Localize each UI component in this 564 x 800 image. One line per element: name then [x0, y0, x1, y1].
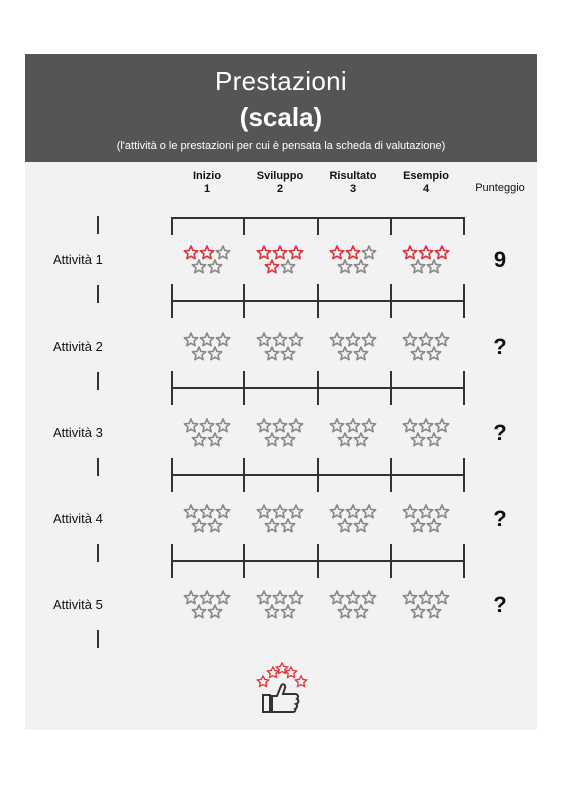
star-icon[interactable] — [184, 246, 197, 259]
star-icon[interactable] — [330, 505, 343, 518]
grid-vertical-divider — [463, 474, 465, 492]
star-icon[interactable] — [419, 333, 432, 346]
grid-vertical-divider — [171, 560, 173, 578]
star-icon[interactable] — [362, 505, 375, 518]
star-icon[interactable] — [289, 505, 302, 518]
row-score: ? — [493, 334, 507, 359]
grid-vertical-divider — [243, 284, 245, 302]
score-column-header: Punteggio — [475, 182, 525, 194]
icon-star — [295, 676, 306, 686]
star-icon[interactable] — [362, 333, 375, 346]
star-icon[interactable] — [200, 246, 213, 259]
grid-vertical-divider — [171, 387, 173, 405]
star-icon[interactable] — [208, 519, 221, 532]
star-icon[interactable] — [435, 333, 448, 346]
grid-vertical-divider — [463, 544, 465, 562]
star-icon[interactable] — [354, 433, 367, 446]
star-icon[interactable] — [192, 347, 205, 360]
column-header-risultato — [313, 170, 393, 196]
star-icon[interactable] — [273, 505, 286, 518]
star-icon[interactable] — [419, 505, 432, 518]
star-icon[interactable] — [265, 433, 278, 446]
star-icon[interactable] — [257, 246, 270, 259]
star-rating-esempio[interactable] — [402, 418, 474, 452]
column-header-name: Sviluppo — [256, 170, 304, 182]
column-header-esempio — [386, 170, 466, 196]
grid-vertical-divider — [243, 217, 245, 235]
star-icon[interactable] — [435, 591, 448, 604]
star-icon[interactable] — [419, 419, 432, 432]
star-icon[interactable] — [354, 347, 367, 360]
row-marker-line — [97, 544, 99, 562]
star-rating-esempio[interactable] — [402, 245, 474, 279]
row-label: Attività 5 — [53, 597, 103, 612]
star-icon[interactable] — [411, 433, 424, 446]
grid-vertical-divider — [317, 387, 319, 405]
star-icon[interactable] — [338, 433, 351, 446]
star-icon[interactable] — [289, 246, 302, 259]
star-icon[interactable] — [403, 505, 416, 518]
grid-vertical-divider — [243, 560, 245, 578]
grid-vertical-divider — [243, 371, 245, 389]
star-rating-risultato[interactable] — [329, 590, 401, 624]
grid-vertical-divider — [390, 284, 392, 302]
star-icon[interactable] — [427, 605, 440, 618]
grid-vertical-divider — [463, 217, 465, 235]
star-icon[interactable] — [216, 333, 229, 346]
column-header-name: Esempio — [403, 170, 449, 182]
star-icon[interactable] — [419, 246, 432, 259]
column-header-number: 4 — [422, 183, 430, 195]
row-label: Attività 2 — [53, 339, 103, 354]
icon-star — [285, 667, 296, 677]
star-icon[interactable] — [216, 591, 229, 604]
grid-vertical-divider — [243, 387, 245, 405]
star-icon[interactable] — [281, 260, 294, 273]
column-header-name: Risultato — [329, 170, 377, 182]
star-icon[interactable] — [338, 347, 351, 360]
star-icon[interactable] — [346, 333, 359, 346]
grid-vertical-divider — [463, 560, 465, 578]
row-label: Attività 4 — [53, 511, 103, 526]
star-rating-esempio[interactable] — [402, 332, 474, 366]
star-rating-inizio[interactable] — [183, 418, 255, 452]
row-score: ? — [493, 420, 507, 445]
star-icon[interactable] — [257, 505, 270, 518]
row-marker-line — [97, 458, 99, 476]
star-icon[interactable] — [419, 591, 432, 604]
star-icon[interactable] — [257, 333, 270, 346]
star-icon[interactable] — [289, 419, 302, 432]
star-rating-inizio[interactable] — [183, 332, 255, 366]
star-icon[interactable] — [265, 519, 278, 532]
grid-vertical-divider — [171, 544, 173, 562]
grid-vertical-divider — [390, 300, 392, 318]
star-rating-inizio[interactable] — [183, 504, 255, 538]
star-icon[interactable] — [208, 260, 221, 273]
star-icon[interactable] — [216, 505, 229, 518]
star-icon[interactable] — [184, 591, 197, 604]
grid-vertical-divider — [171, 474, 173, 492]
row-marker-line — [97, 630, 99, 648]
grid-vertical-divider — [317, 217, 319, 235]
grid-vertical-divider — [390, 217, 392, 235]
row-marker-line — [97, 285, 99, 303]
thumbs-up-with-stars-icon — [253, 662, 311, 718]
grid-vertical-divider — [463, 458, 465, 476]
column-header-name: Inizio — [192, 170, 222, 182]
grid-vertical-divider — [390, 371, 392, 389]
star-icon[interactable] — [411, 347, 424, 360]
star-icon[interactable] — [265, 347, 278, 360]
star-icon[interactable] — [427, 519, 440, 532]
column-header-number: 1 — [203, 183, 211, 195]
star-icon[interactable] — [184, 333, 197, 346]
grid-vertical-divider — [390, 544, 392, 562]
star-icon[interactable] — [362, 246, 375, 259]
grid-vertical-divider — [390, 560, 392, 578]
star-icon[interactable] — [200, 333, 213, 346]
column-header-inizio — [167, 170, 247, 196]
star-icon[interactable] — [330, 591, 343, 604]
star-icon[interactable] — [200, 591, 213, 604]
star-icon[interactable] — [184, 419, 197, 432]
star-icon[interactable] — [208, 605, 221, 618]
star-icon[interactable] — [338, 260, 351, 273]
star-icon[interactable] — [362, 419, 375, 432]
grid-vertical-divider — [390, 458, 392, 476]
star-icon[interactable] — [427, 347, 440, 360]
star-icon[interactable] — [354, 519, 367, 532]
icon-star — [267, 667, 278, 677]
rubric-sheet — [25, 54, 537, 730]
star-icon[interactable] — [208, 433, 221, 446]
star-icon[interactable] — [273, 246, 286, 259]
star-icon[interactable] — [281, 347, 294, 360]
column-header-number: 2 — [276, 183, 284, 195]
star-rating-sviluppo[interactable] — [256, 504, 328, 538]
row-score: 9 — [493, 247, 507, 272]
star-icon[interactable] — [289, 333, 302, 346]
star-icon[interactable] — [330, 419, 343, 432]
grid-vertical-divider — [171, 284, 173, 302]
star-icon[interactable] — [338, 605, 351, 618]
star-icon[interactable] — [216, 246, 229, 259]
star-rating-sviluppo[interactable] — [256, 245, 328, 279]
page-title: Prestazioni — [215, 66, 347, 96]
row-label: Attività 3 — [53, 425, 103, 440]
star-icon[interactable] — [184, 505, 197, 518]
star-icon[interactable] — [281, 605, 294, 618]
star-icon[interactable] — [192, 260, 205, 273]
star-icon[interactable] — [200, 505, 213, 518]
star-icon[interactable] — [427, 260, 440, 273]
star-icon[interactable] — [346, 419, 359, 432]
star-rating-risultato[interactable] — [329, 418, 401, 452]
grid-vertical-divider — [317, 284, 319, 302]
star-icon[interactable] — [257, 591, 270, 604]
grid-vertical-divider — [463, 387, 465, 405]
star-icon[interactable] — [403, 419, 416, 432]
star-rating-inizio[interactable] — [183, 245, 255, 279]
grid-vertical-divider — [390, 387, 392, 405]
row-score: ? — [493, 592, 507, 617]
page-subtitle: (scala) — [239, 102, 323, 132]
grid-vertical-divider — [171, 371, 173, 389]
star-icon[interactable] — [273, 419, 286, 432]
grid-vertical-divider — [171, 217, 173, 235]
star-icon[interactable] — [281, 433, 294, 446]
star-icon[interactable] — [403, 246, 416, 259]
star-rating-risultato[interactable] — [329, 504, 401, 538]
star-icon[interactable] — [346, 246, 359, 259]
star-icon[interactable] — [192, 433, 205, 446]
star-icon[interactable] — [265, 260, 278, 273]
grid-vertical-divider — [317, 474, 319, 492]
star-icon[interactable] — [354, 260, 367, 273]
star-icon[interactable] — [330, 333, 343, 346]
star-icon[interactable] — [289, 591, 302, 604]
star-icon[interactable] — [435, 419, 448, 432]
star-icon[interactable] — [346, 505, 359, 518]
star-icon[interactable] — [435, 246, 448, 259]
star-icon[interactable] — [411, 605, 424, 618]
star-rating-sviluppo[interactable] — [256, 590, 328, 624]
row-marker-line — [97, 216, 99, 234]
star-icon[interactable] — [354, 605, 367, 618]
page-description: (l'attività o le prestazioni per cui è pensata la scheda di valutazione) — [116, 140, 446, 152]
star-rating-sviluppo[interactable] — [256, 332, 328, 366]
star-icon[interactable] — [216, 419, 229, 432]
grid-vertical-divider — [463, 284, 465, 302]
star-icon[interactable] — [257, 419, 270, 432]
star-icon[interactable] — [411, 260, 424, 273]
star-icon[interactable] — [338, 519, 351, 532]
row-score: ? — [493, 506, 507, 531]
star-rating-esempio[interactable] — [402, 590, 474, 624]
grid-vertical-divider — [317, 371, 319, 389]
grid-vertical-divider — [317, 560, 319, 578]
star-icon[interactable] — [346, 591, 359, 604]
column-header-sviluppo — [240, 170, 320, 196]
header-banner — [25, 54, 537, 162]
star-icon[interactable] — [362, 591, 375, 604]
star-rating-risultato[interactable] — [329, 332, 401, 366]
grid-vertical-divider — [317, 544, 319, 562]
grid-vertical-divider — [317, 300, 319, 318]
star-icon[interactable] — [200, 419, 213, 432]
grid-vertical-divider — [243, 300, 245, 318]
grid-vertical-divider — [243, 544, 245, 562]
star-icon[interactable] — [208, 347, 221, 360]
star-icon[interactable] — [435, 505, 448, 518]
star-icon[interactable] — [403, 591, 416, 604]
star-icon[interactable] — [273, 333, 286, 346]
column-header-number: 3 — [349, 183, 357, 195]
row-marker-line — [97, 372, 99, 390]
row-label: Attività 1 — [53, 252, 103, 267]
star-rating-sviluppo[interactable] — [256, 418, 328, 452]
star-rating-inizio[interactable] — [183, 590, 255, 624]
star-icon[interactable] — [192, 605, 205, 618]
star-icon[interactable] — [330, 246, 343, 259]
icon-star — [257, 676, 268, 686]
grid-vertical-divider — [390, 474, 392, 492]
star-icon[interactable] — [411, 519, 424, 532]
star-rating-esempio[interactable] — [402, 504, 474, 538]
star-icon[interactable] — [281, 519, 294, 532]
star-icon[interactable] — [265, 605, 278, 618]
star-rating-risultato[interactable] — [329, 245, 401, 279]
grid-vertical-divider — [171, 300, 173, 318]
grid-vertical-divider — [243, 474, 245, 492]
grid-vertical-divider — [463, 300, 465, 318]
star-icon[interactable] — [273, 591, 286, 604]
grid-vertical-divider — [171, 458, 173, 476]
star-icon[interactable] — [403, 333, 416, 346]
star-icon[interactable] — [427, 433, 440, 446]
star-icon[interactable] — [192, 519, 205, 532]
grid-vertical-divider — [463, 371, 465, 389]
grid-vertical-divider — [317, 458, 319, 476]
grid-vertical-divider — [243, 458, 245, 476]
